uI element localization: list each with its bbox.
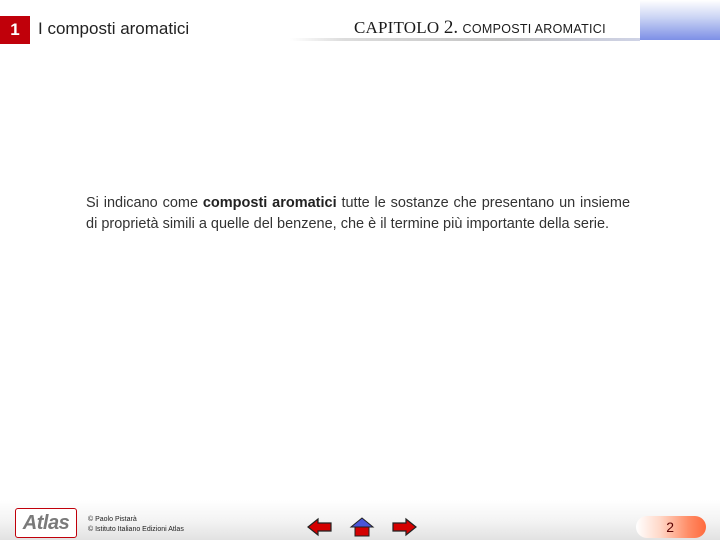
section-title: I composti aromatici bbox=[38, 19, 190, 38]
header-divider bbox=[290, 38, 640, 41]
credit-author: © Paolo Pistarà bbox=[88, 516, 137, 523]
credits bbox=[88, 515, 184, 535]
arrow-left-icon bbox=[306, 516, 334, 538]
body-paragraph bbox=[86, 193, 630, 235]
body-text-end: tutte le sostanze che presentano un insieme di proprietà simili a quelle del benzene, che è il termine più importante della serie. bbox=[86, 195, 631, 232]
body-text-start: Si indicano come bbox=[86, 195, 203, 211]
page-number: 2 bbox=[666, 519, 674, 535]
section-number-badge: 1 bbox=[0, 16, 30, 44]
home-button[interactable] bbox=[348, 516, 376, 538]
next-slide-button[interactable] bbox=[390, 516, 418, 538]
header-corner-gradient bbox=[640, 0, 720, 40]
arrow-right-icon bbox=[390, 516, 418, 538]
chapter-heading bbox=[354, 17, 606, 39]
chapter-number: 2. bbox=[443, 17, 459, 38]
page-number-badge bbox=[636, 516, 706, 538]
logo-text: Atlas bbox=[22, 511, 70, 534]
body-text-bold: composti aromatici bbox=[202, 195, 337, 211]
chapter-name: COMPOSTI AROMATICI bbox=[462, 22, 606, 36]
previous-slide-button[interactable] bbox=[306, 516, 334, 538]
home-icon bbox=[348, 516, 376, 538]
credit-publisher: © Istituto Italiano Edizioni Atlas bbox=[88, 526, 184, 533]
chapter-prefix: CAPITOLO bbox=[354, 18, 440, 37]
atlas-logo bbox=[15, 508, 77, 538]
